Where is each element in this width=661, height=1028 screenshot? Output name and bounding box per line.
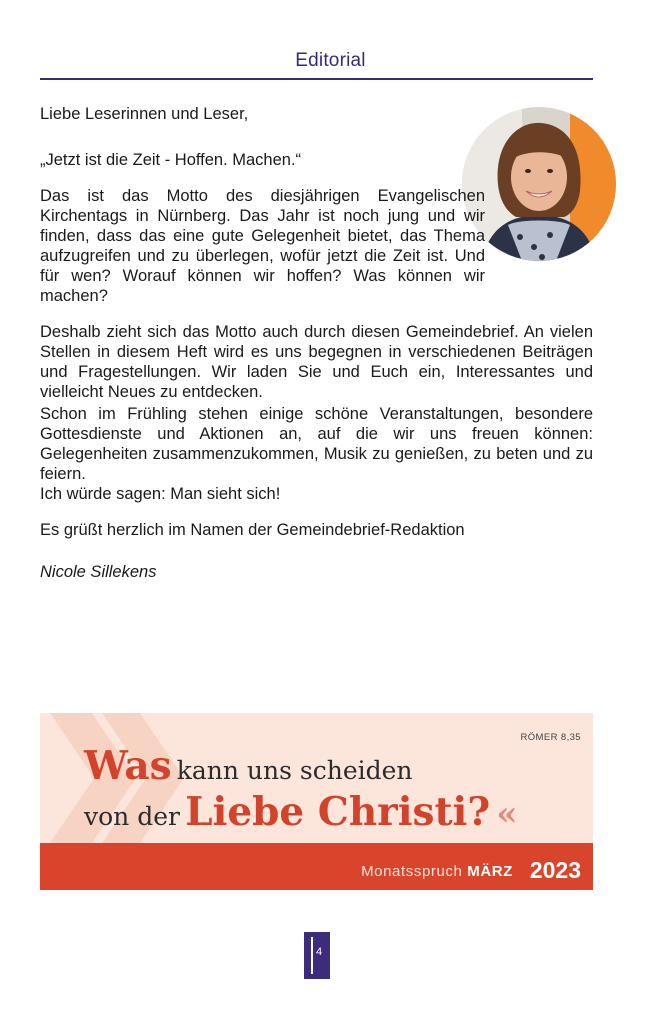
page-number: 4 (316, 946, 323, 958)
paragraph-intro: Das ist das Motto des diesjährigen Evangelischen Kirchentags in Nürnberg. Das Jahr ist noch jung und wir finden, dass das eine gute Gelegenheit bietet, das Thema aufzugreifen und zu überlegen, wofür jetzt die Zeit ist. Und für wen? Worauf können wir hoffen? Was können wir machen? (40, 187, 485, 305)
month-label: MÄRZ (467, 863, 513, 880)
year-label: 2023 (529, 857, 581, 883)
verse-line-1 (84, 743, 413, 789)
paragraph-motto: Deshalb zieht sich das Motto auch durch diesen Gemeindebrief. An vielen Stellen in diesem Heft wird es uns begegnen in verschiedenen Beiträgen und Fragestellungen. Wir laden Sie und Euch ein, Interessantes und vielleicht Neues zu entdecken. (40, 323, 593, 401)
verse-line-2 (84, 789, 517, 835)
paragraph-see-you: Ich würde sagen: Man sieht sich! (40, 485, 281, 503)
page-title: Editorial (295, 50, 366, 71)
paragraph-events: Schon im Frühling stehen einige schöne Veranstaltungen, besondere Gottesdienste und Aktionen an, auf die wir uns freuen können: Gelegenheiten zusammenzukommen, Musik zu genießen, zu beten und zu feiern. (40, 405, 593, 483)
author-portrait (462, 107, 616, 261)
page-number-tab (304, 932, 330, 979)
banner-footer-label (361, 863, 513, 880)
monatsspruch-label: Monatsspruch (361, 863, 463, 880)
verse-words-liebe-christi: Liebe Christi? (185, 789, 491, 835)
verse-word-was: Was (84, 743, 172, 789)
verse-text-1: kann uns scheiden (176, 756, 413, 785)
motto-quote: „Jetzt ist die Zeit - Hoffen. Machen.“ (40, 151, 302, 169)
closing-quote-mark: « (496, 794, 518, 834)
closing-line: Es grüßt herzlich im Namen der Gemeindebrief-Redaktion (40, 521, 465, 539)
portrait-image (462, 107, 616, 261)
verse-reference: RÖMER 8,35 (520, 732, 581, 743)
header-divider (40, 78, 593, 80)
author-signature: Nicole Sillekens (40, 563, 157, 581)
verse-text-2: von der (84, 802, 180, 831)
page-tab-stripe (311, 937, 313, 974)
monthly-verse-banner (40, 713, 593, 890)
greeting: Liebe Leserinnen und Leser, (40, 105, 249, 123)
